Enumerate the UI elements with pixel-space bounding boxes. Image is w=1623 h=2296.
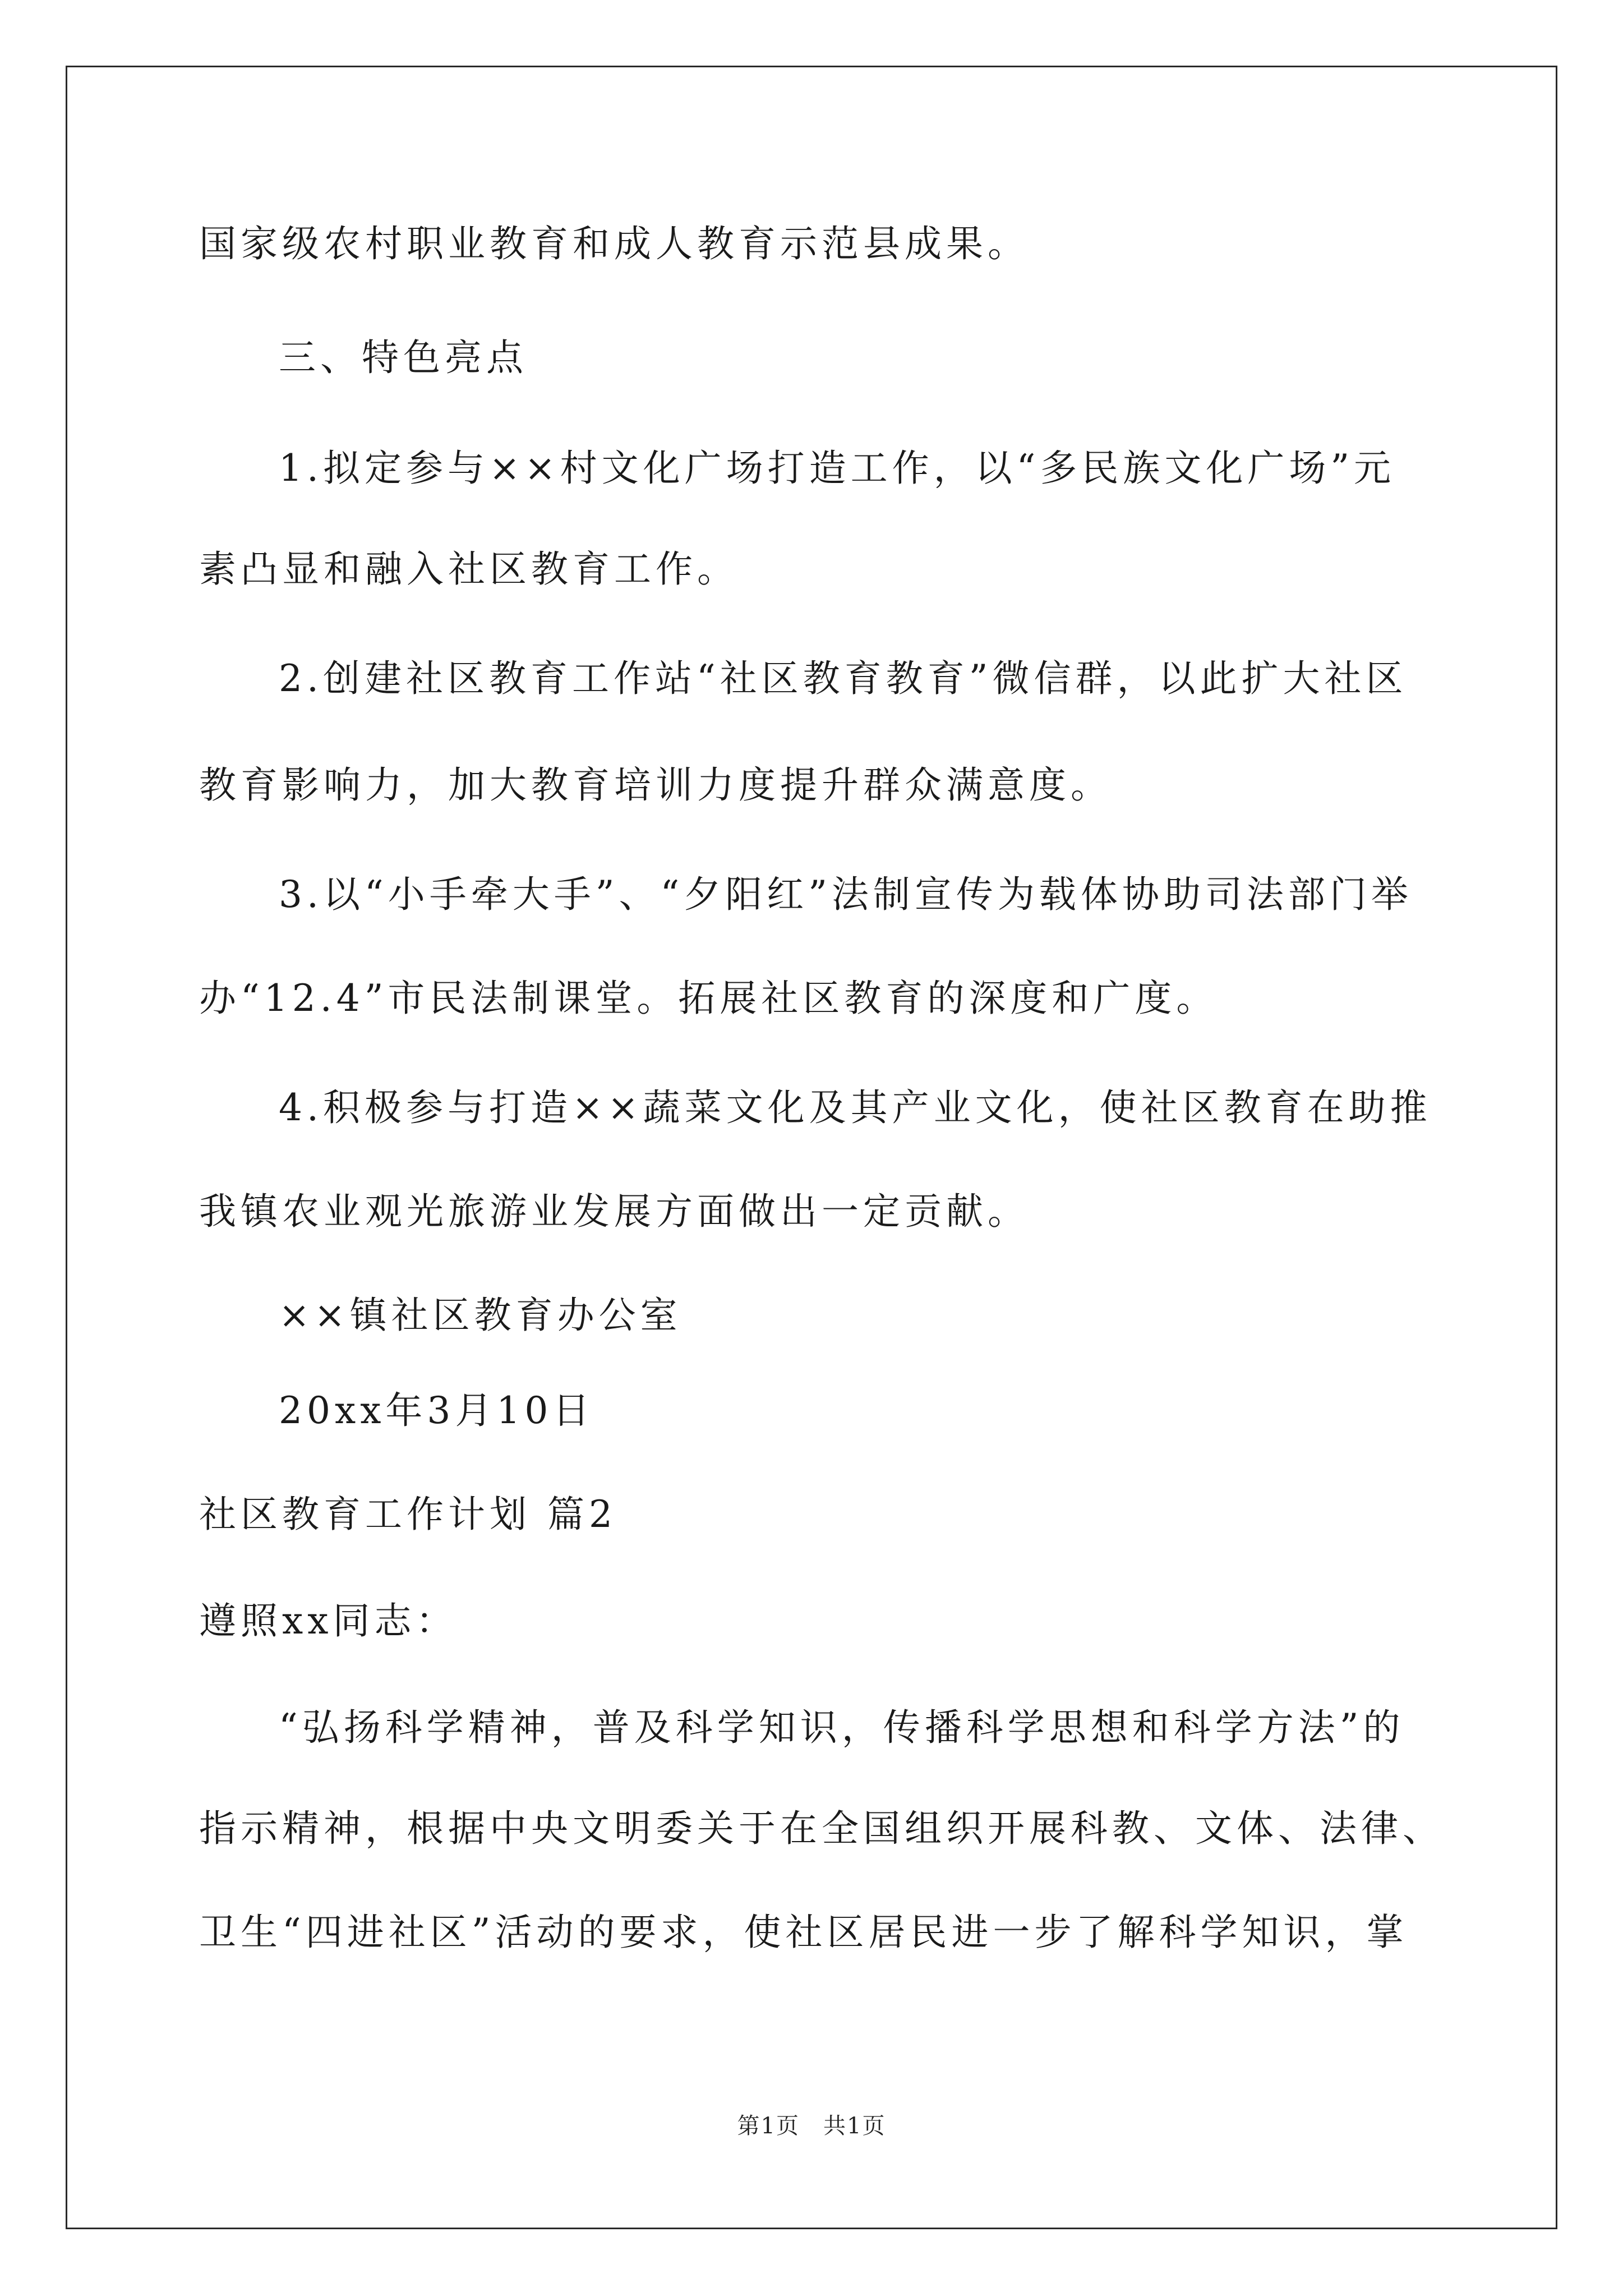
section-heading: 三、特色亮点 [279, 336, 528, 379]
page-number-footer: 第1页 共1页 [737, 2113, 886, 2139]
text-line: 4.积极参与打造××蔬菜文化及其产业文化，使社区教育在助推 [279, 1086, 1432, 1129]
section-title: 社区教育工作计划 篇2 [199, 1493, 617, 1536]
signature-date: 20xx年3月10日 [279, 1389, 594, 1432]
salutation: 遵照xx同志： [199, 1599, 458, 1642]
text-line: 办“12.4”市民法制课堂。拓展社区教育的深度和广度。 [199, 977, 1218, 1020]
page-border [66, 66, 1557, 2229]
text-line: 1.拟定参与××村文化广场打造工作，以“多民族文化广场”元 [279, 447, 1396, 490]
text-line: 素凸显和融入社区教育工作。 [199, 547, 739, 591]
text-line: 2.创建社区教育工作站“社区教育教育”微信群，以此扩大社区 [279, 657, 1408, 700]
text-line: 我镇农业观光旅游业发展方面做出一定贡献。 [199, 1190, 1029, 1233]
text-line: 教育影响力，加大教育培训力度提升群众满意度。 [199, 763, 1112, 807]
text-line: 卫生“四进社区”活动的要求，使社区居民进一步了解科学知识，掌 [199, 1911, 1408, 1954]
text-line: 3.以“小手牵大手”、“夕阳红”法制宣传为载体协助司法部门举 [279, 873, 1413, 916]
text-line: 国家级农村职业教育和成人教育示范县成果。 [199, 222, 1029, 265]
text-line: 指示精神，根据中央文明委关于在全国组织开展科教、文体、法律、 [199, 1807, 1444, 1850]
signature-org: ××镇社区教育办公室 [279, 1294, 682, 1337]
text-line: “弘扬科学精神，普及科学知识，传播科学思想和科学方法”的 [279, 1706, 1405, 1749]
